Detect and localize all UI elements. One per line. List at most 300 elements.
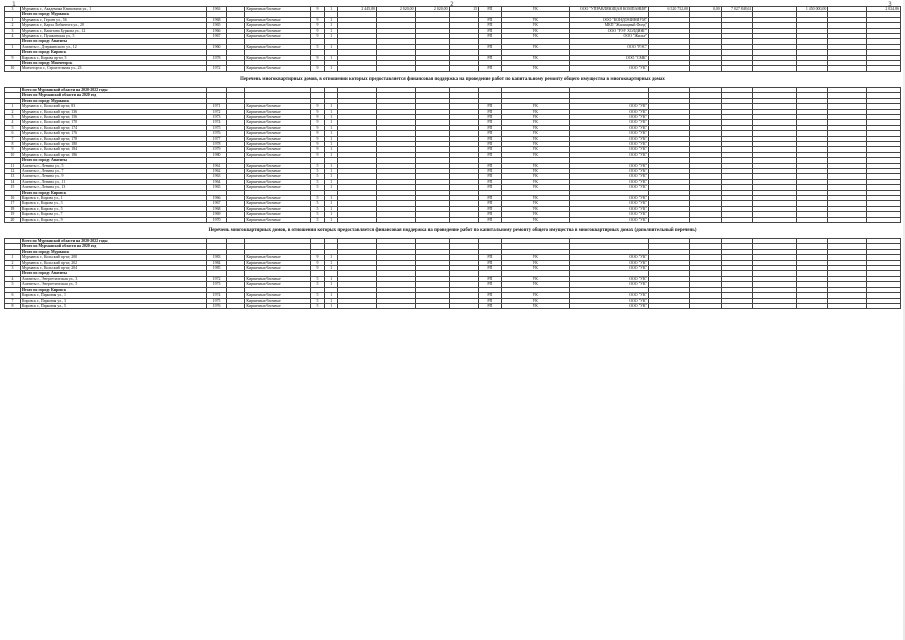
table-cell: РП [479,163,502,168]
table-cell: Мурманск г., Пушкинская ул., 5 [20,34,206,39]
table-cell: УК [501,104,569,109]
table-cell: 4 [5,276,21,281]
table-cell [866,217,900,222]
table-cell: ООО "РЭУ ХОЛДИНГ" [569,28,648,33]
table-cell: 8 [5,141,21,146]
table-cell: УК [501,196,569,201]
table-cell: РП [479,109,502,114]
table-cell: 9 [311,125,325,130]
table-cell: УК [501,174,569,179]
table-cell: 1 [324,23,338,28]
table-cell: Итого по городу Апатиты [20,271,206,276]
register-table [4,87,901,223]
table-cell: 9 [311,109,325,114]
table-cell: Кирпичные/блочные [245,44,311,49]
table-cell: Кирпичные/блочные [245,255,311,260]
table-cell: Кирпичные/блочные [245,201,311,206]
table-cell: УК [501,266,569,271]
table-cell [753,66,796,71]
table-cell: 7 [5,298,21,303]
table-cell: 8 [5,303,21,308]
table-cell: 1976 [206,303,226,308]
table-cell: 5 [311,163,325,168]
table-cell: РП [479,152,502,157]
table-cell: 1 [324,28,338,33]
table-cell: 5 [311,44,325,49]
table-cell: 1960 [206,44,226,49]
table-cell: ООО "УК" [569,217,648,222]
table-cell: ООО "УК" [569,282,648,287]
table-cell: УК [501,131,569,136]
table-cell: РП [479,217,502,222]
table-cell [449,217,478,222]
table-cell: Кирпичные/блочные [245,185,311,190]
table-cell: 15 [5,185,21,190]
table-row [5,303,901,308]
table-cell: 9 [311,66,325,71]
table-cell: 1 [324,141,338,146]
table-cell: РП [479,201,502,206]
table-cell: ООО "УПРАВЛЯЮЩАЯ КОМПАНИЯ" [569,7,648,12]
table-cell [796,217,828,222]
table-cell: Кирпичные/блочные [245,34,311,39]
table-cell: 1 [324,276,338,281]
table-cell: Всего по Мурманской области на 2020-2022 годы [20,87,206,92]
table-cell: ООО "УК" [569,152,648,157]
table-cell [415,303,449,308]
table-cell: УК [501,120,569,125]
table-cell: Мурманск г., Кольский пр-кт, 174 [20,125,206,130]
table-cell: УК [501,276,569,281]
table-cell: РП [479,114,502,119]
table-cell: РП [479,131,502,136]
table-cell: 1972 [206,109,226,114]
table-cell: Кирпичные/блочные [245,174,311,179]
table-cell: 3 [5,266,21,271]
table-cell: Кирпичные/блочные [245,217,311,222]
table-cell: Итого по городу Мурманск [20,12,206,17]
table-cell: ООО "УК" [569,303,648,308]
table-cell: УК [501,125,569,130]
table-cell: Кировск г., Кирова ул., 3 [20,201,206,206]
table-cell: 5 [5,282,21,287]
table-cell: Кирпичные/блочные [245,66,311,71]
table-cell: 5 [311,217,325,222]
table-cell: 1961 [206,163,226,168]
table-cell: РП [479,104,502,109]
table-cell: ООО "УК" [569,196,648,201]
table-cell: Мурманск г., Кольский пр-кт, 83 [20,104,206,109]
table-cell: 1 [324,293,338,298]
table-cell: Апатиты г., Ленина ул., 9 [20,174,206,179]
table-cell: Апатиты г., Ленина ул., 7 [20,168,206,173]
table-cell [227,303,245,308]
table-cell: 7 027 848,61 [721,7,753,12]
table-cell: Кирпичные/блочные [245,152,311,157]
table-cell [721,303,753,308]
section-title [4,227,901,234]
table-cell: РП [479,174,502,179]
table-cell: РП [479,136,502,141]
table-cell: 2 [5,23,21,28]
table-cell: Апатиты г., Энергетическая ул., 3 [20,276,206,281]
table-cell: Мурманск г., Кольский пр-кт, 178 [20,136,206,141]
table-cell [866,66,900,71]
table-cell: 1965 [206,185,226,190]
table-cell: 1 [324,104,338,109]
table-cell [649,217,690,222]
table-cell: РП [479,179,502,184]
table-cell: 1969 [206,212,226,217]
table-cell: РП [479,66,502,71]
table-cell: 1 [324,17,338,22]
table-cell: Кирпичные/блочные [245,212,311,217]
table-cell: 1 [324,212,338,217]
table-cell: 1 [324,298,338,303]
table-cell: 7 [5,136,21,141]
table-cell: УК [501,206,569,211]
table-cell: Кирпичные/блочные [245,125,311,130]
table-cell: 0,00 [689,7,721,12]
table-cell: 1 [324,152,338,157]
table-cell: 5 [311,293,325,298]
table-cell: УК [501,303,569,308]
table-cell: 1965 [206,23,226,28]
table-cell: 13 [5,174,21,179]
table-cell: РП [479,120,502,125]
table-cell: Итого по городу Кировск [20,190,206,195]
table-cell: 5 [311,206,325,211]
table-cell: ООО "УК" [569,163,648,168]
table-cell: 1985 [206,266,226,271]
table-cell: 1978 [206,55,226,60]
table-cell [338,303,377,308]
table-cell: 9 [311,266,325,271]
table-cell: 1973 [206,282,226,287]
table-cell: РП [479,125,502,130]
table-cell: УК [501,179,569,184]
table-cell: РП [479,17,502,22]
table-cell: Кировск г., Кирова пр-кт, 5 [20,55,206,60]
table-cell: Кирпичные/блочные [245,168,311,173]
table-cell: УК [501,7,569,12]
table-cell [415,217,449,222]
table-cell: Кирпичные/блочные [245,298,311,303]
table-cell: УК [501,212,569,217]
table-cell: 1979 [206,147,226,152]
table-cell: 5 [311,196,325,201]
table-cell: РП [479,196,502,201]
table-cell: ООО "УК" [569,255,648,260]
table-cell: Кирпичные/блочные [245,17,311,22]
table-cell: РП [479,282,502,287]
table-cell: 1966 [206,196,226,201]
table-cell: Кирпичные/блочные [245,120,311,125]
table-cell: 5 [311,185,325,190]
table-cell: 9 [311,7,325,12]
table-cell: 9 [5,55,21,60]
table-cell: 1 [5,104,21,109]
table-cell: Мурманск г., Капитана Буркова ул., 12 [20,28,206,33]
table-cell: Итого по городу Апатиты [20,39,206,44]
table-cell [689,66,721,71]
table-cell [376,217,415,222]
table-cell: Апатиты г., Ленина ул., 5 [20,163,206,168]
table-cell: Мурманск г., Карла Либкнехта ул., 28 [20,23,206,28]
table-cell [828,303,867,308]
table-cell: 1977 [206,136,226,141]
table-cell: УК [501,282,569,287]
table-cell: ООО "СМК" [569,55,648,60]
table-cell: ООО "УК" [569,104,648,109]
table-cell: РП [479,34,502,39]
table-cell: ООО "РЭС" [569,44,648,49]
table-cell: 1 [324,34,338,39]
table-cell: 2 020,00 [415,7,449,12]
table-cell: РП [479,293,502,298]
table-cell: 1 [324,217,338,222]
table-cell: Кирпичные/блочные [245,23,311,28]
table-cell: 5 [311,276,325,281]
table-cell: 5 [311,201,325,206]
table-cell: Мурманск г., Кольский пр-кт, 180 [20,141,206,146]
table-cell: 5 [311,303,325,308]
table-cell: УК [501,141,569,146]
table-cell: 5 [311,212,325,217]
table-cell: 9 [311,34,325,39]
table-cell: Кирпичные/блочные [245,28,311,33]
table-cell: 9 [311,120,325,125]
table-cell: 1978 [206,141,226,146]
table-cell: 2 445,80 [338,7,377,12]
table-cell: 14 [5,179,21,184]
table-cell: 19 [5,212,21,217]
table-cell: 1 [324,282,338,287]
table-cell: Кирпичные/блочные [245,179,311,184]
table-cell: Кирпичные/блочные [245,141,311,146]
table-cell: Кировск г., Кирова ул., 7 [20,212,206,217]
table-cell: 1 [5,17,21,22]
table-cell [721,217,753,222]
table-cell: УК [501,44,569,49]
table-cell: 9 [311,152,325,157]
table-cell: УК [501,17,569,22]
table-cell: Мурманск г., Академика Книповича ул., 1 [20,7,206,12]
table-cell: УК [501,34,569,39]
table-cell: ООО "УК" [569,66,648,71]
table-cell: УК [501,66,569,71]
table-cell: 1 [324,196,338,201]
table-cell [753,303,796,308]
table-cell [415,66,449,71]
table-cell: РП [479,303,502,308]
table-cell: РП [479,28,502,33]
table-cell: 9 [311,147,325,152]
table-cell [227,217,245,222]
table-cell: Кирпичные/блочные [245,114,311,119]
table-cell: Мончегорск г., Строительная ул., 23 [20,66,206,71]
table-cell: Кировск г., Кирова ул., 5 [20,206,206,211]
table-cell: Мурманск г., Героев ул., 56 [20,17,206,22]
table-cell: Кирпичные/блочные [245,7,311,12]
table-cell: Итого по городу Мурманск [20,249,206,254]
table-cell: ООО "УК" [569,174,648,179]
table-cell [649,303,690,308]
table-cell: ООО "УК" [569,185,648,190]
table-cell [227,66,245,71]
table-cell: 1973 [206,114,226,119]
table-cell: 1967 [206,34,226,39]
table-cell: 1 [324,303,338,308]
top-mark-right: 3 [888,1,892,8]
table-cell: УК [501,147,569,152]
register-table [4,238,901,309]
table-cell: 1 [324,125,338,130]
table-cell [796,66,828,71]
table-cell: ООО "УК" [569,298,648,303]
table-cell: Кировск г., Кирова ул., 9 [20,217,206,222]
table-cell: Итого по городу Кировск [20,50,206,55]
table-cell [828,217,867,222]
table-cell: РП [479,298,502,303]
table-cell: 6 [5,131,21,136]
table-cell: УК [501,185,569,190]
table-cell: 10 [5,66,21,71]
table-cell: Кирпичные/блочные [245,147,311,152]
table-cell: Мурманск г., Кольский пр-кт, 202 [20,260,206,265]
table-cell: УК [501,217,569,222]
table-cell: 12 [5,168,21,173]
table-cell: 1968 [206,17,226,22]
table-cell: УК [501,255,569,260]
table-cell: 9 [311,17,325,22]
table-cell: 5 [311,174,325,179]
table-cell: 2 024,86 [866,7,900,12]
table-cell: 1984 [206,260,226,265]
table-cell: 1 [324,260,338,265]
table-cell: 1 [324,185,338,190]
table-cell: 1968 [206,206,226,211]
table-cell: Кирпичные/блочные [245,136,311,141]
table-cell [649,66,690,71]
table-cell: РП [479,276,502,281]
table-cell: РП [479,141,502,146]
table-cell: 1 [324,179,338,184]
table-cell: 1 [324,201,338,206]
table-cell: Кирпичные/блочные [245,55,311,60]
table-cell: 1 450 000,00 [796,7,828,12]
table-cell: ООО "УК" [569,212,648,217]
table-cell [376,303,415,308]
table-cell: УК [501,114,569,119]
table-cell: РП [479,7,502,12]
table-cell: 18 [5,206,21,211]
table-cell: Кировск г., Парковая ул., 5 [20,303,206,308]
table-cell: 1967 [206,201,226,206]
table-cell: 5 [311,298,325,303]
table-cell: 3 [5,114,21,119]
table-cell: РП [479,255,502,260]
table-cell: 4 [5,120,21,125]
table-cell [866,303,900,308]
table-cell: УК [501,136,569,141]
table-cell: Кирпичные/блочные [245,163,311,168]
table-cell: ООО "Жилье" [569,34,648,39]
table-cell: 1975 [206,125,226,130]
table-cell: 15 [449,7,478,12]
table-cell: Кирпичные/блочные [245,276,311,281]
table-cell [721,66,753,71]
table-cell: Мурманск г., Кольский пр-кт, 204 [20,266,206,271]
table-cell: Кирпичные/блочные [245,260,311,265]
table-cell: УК [501,163,569,168]
table-cell [449,303,478,308]
table-cell: 1962 [206,168,226,173]
table-cell: Мурманск г., Кольский пр-кт, 200 [20,255,206,260]
table-cell: ООО "УК" [569,109,648,114]
table-cell: 1 [5,44,21,49]
table-cell: Кирпичные/блочные [245,104,311,109]
table-cell: УК [501,168,569,173]
table-cell: РП [479,147,502,152]
table-cell: РП [479,55,502,60]
table-cell: РП [479,168,502,173]
table-cell: Апатиты г., Дзержинского ул., 12 [20,44,206,49]
table-cell: МКП "Жилищный Фонд" [569,23,648,28]
table-cell: Всего по Мурманской области на 2020-2022 годы [20,239,206,244]
table-cell: ООО "УК" [569,120,648,125]
table-cell: 1 [324,206,338,211]
table-cell: РП [479,206,502,211]
table-cell: 1963 [206,174,226,179]
table-cell: 1 [324,55,338,60]
table-cell: 1964 [206,179,226,184]
table-cell: УК [501,293,569,298]
table-cell: ООО "УК" [569,260,648,265]
table-cell: 1 [324,44,338,49]
document-page [4,6,901,636]
table-cell [338,217,377,222]
table-cell: Кировск г., Парковая ул., 1 [20,293,206,298]
table-cell: 2 [5,109,21,114]
table-cell: ООО "УК" [569,293,648,298]
table-cell: 1975 [206,298,226,303]
table-cell [689,217,721,222]
table-cell: 1972 [206,66,226,71]
table-cell: Кирпичные/блочные [245,293,311,298]
table-cell: Апатиты г., Ленина ул., 13 [20,185,206,190]
table-cell: 16 [5,196,21,201]
table-cell: Мурманск г., Кольский пр-кт, 184 [20,147,206,152]
table-cell: 2 [5,260,21,265]
table-cell: 1963 [206,7,226,12]
table-cell: Апатиты г., Ленина ул., 11 [20,179,206,184]
table-cell: Итого по Мурманской области на 2020 год [20,244,206,249]
table-cell [449,66,478,71]
table-row [5,66,901,71]
table-cell: ООО "УК" [569,168,648,173]
table-cell: 9 [311,260,325,265]
table-cell: 1 [324,266,338,271]
table-cell: ООО "УК" [569,131,648,136]
table-cell: УК [501,152,569,157]
table-cell: 5 [5,125,21,130]
table-cell: УК [501,28,569,33]
table-cell: Итого по городу Апатиты [20,158,206,163]
table-cell: 1 [324,109,338,114]
table-cell: РП [479,212,502,217]
table-cell [753,217,796,222]
